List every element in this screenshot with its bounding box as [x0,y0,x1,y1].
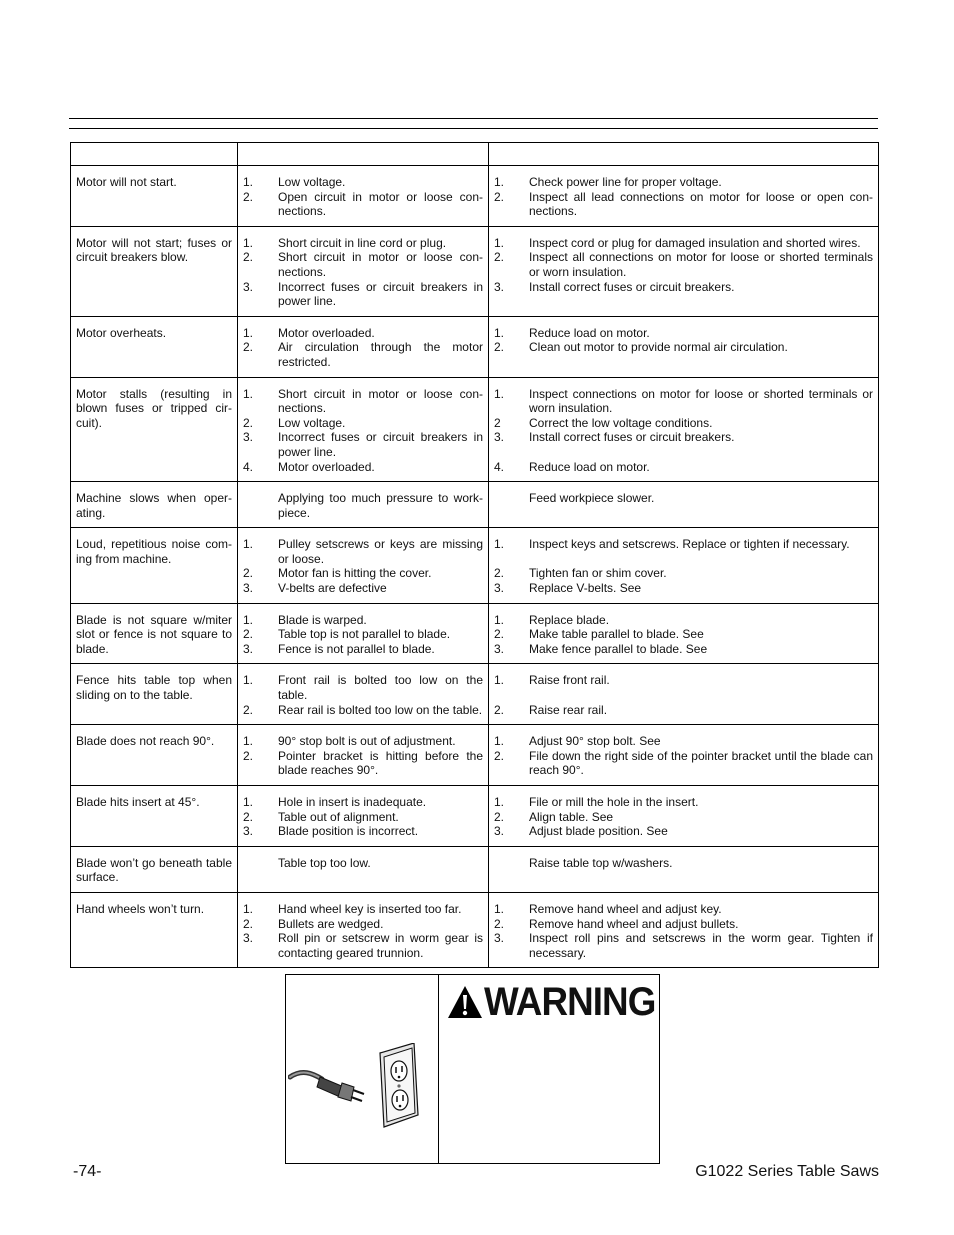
item-number: 1. [243,734,254,749]
correction-item [494,460,873,475]
symptom-cell: Hand wheels won’t turn. [71,892,238,967]
header-cell-cause [238,143,489,166]
cause-item [243,734,483,749]
symptom-cell: Fence hits table top when sliding on to the table. [71,664,238,725]
correction-item [494,703,873,718]
item-number: 2. [243,627,254,642]
item-text: Reduce load on motor. [529,325,650,340]
item-text: Adjust 90° stop bolt. See [529,734,661,749]
cause-item [243,460,483,475]
item-number [243,491,278,520]
correction-item [494,613,873,628]
item-text: 90° stop bolt is out of adjustment. [278,734,456,749]
symptom-cell: Blade is not square w/miter slot or fence is not square to blade. [71,603,238,664]
item-number: 2. [243,566,254,581]
warning-box [285,974,660,1164]
correction-item [494,280,873,295]
table-row [71,377,879,482]
item-text: Incorrect fuses or circuit breakers in power line. [278,279,483,309]
item-text: File down the right side of the pointer bracket until the blade can reach 90°. [529,748,873,778]
warning-illustration-panel [286,975,439,1163]
item-number: 1. [494,795,505,809]
item-text: Table top is not parallel to blade. [278,627,451,642]
item-number: 4. [494,459,505,474]
cause-item [243,340,483,369]
cause-item [243,416,483,431]
item-number: 1. [243,795,254,809]
correction-cell [489,226,879,316]
item-text: Pulley setscrews or keys are missing or loose. [278,537,483,566]
item-text: Short circuit in motor or loose con-nections. [278,386,483,416]
item-text: Inspect all connections on motor for loose or shorted terminals or worn insulation. [529,250,873,279]
item-text: V-belts are defective [278,581,387,596]
correction-item [494,175,873,190]
item-number: 2. [494,627,505,642]
item-text: Motor overloaded. [278,459,375,474]
cause-item [243,430,483,459]
item-number: 1. [243,386,254,401]
item-text: Make fence parallel to blade. See [529,641,708,656]
item-text: Raise table top w/washers. [529,855,673,870]
item-text: Inspect roll pins and setscrews in the worm gear. Tighten if necessary. [529,931,873,960]
correction-item [494,537,873,552]
item-number: 1. [494,325,505,340]
correction-cell [489,786,879,847]
item-number: 2. [243,415,254,430]
correction-cell [489,603,879,664]
table-row [71,482,879,528]
item-text: Install correct fuses or circuit breakers. [529,279,735,294]
item-text: Adjust blade position. See [529,824,668,839]
warning-text-panel [439,975,659,1163]
correction-item [494,326,873,341]
item-number: 2. [494,189,505,204]
correction-cell [489,664,879,725]
table-row [71,725,879,786]
item-number: 2. [243,809,254,824]
symptom-cell: Blade does not reach 90°. [71,725,238,786]
correction-item [494,824,873,839]
correction-item [494,340,873,355]
cause-item [243,642,483,657]
correction-cell [489,166,879,227]
item-number: 1. [494,673,505,688]
warning-triangle-icon [446,984,484,1020]
troubleshooting-table [70,142,879,968]
item-number: 3. [494,931,505,946]
warning-header [446,980,670,1024]
symptom-cell: Blade hits insert at 45°. [71,786,238,847]
item-number: 2. [243,748,254,763]
correction-item [494,416,873,431]
cause-item [243,917,483,932]
item-number: 1. [243,612,254,627]
item-text: Motor overloaded. [278,325,375,340]
cause-item [243,749,483,778]
item-text: File or mill the hole in the insert. [529,795,699,809]
table-row [71,664,879,725]
table-row [71,892,879,967]
item-number: 2. [494,250,505,265]
item-number: 1. [494,734,505,749]
item-text: Pointer bracket is hitting before the blade reaches 90°. [278,748,483,778]
item-number [494,491,529,506]
item-text: Table top too low. [278,855,371,870]
correction-cell [489,725,879,786]
item-text: Inspect keys and setscrews. Replace or tighten if necessary. [529,537,850,552]
item-text: Bullets are wedged. [278,916,384,931]
table-row [71,786,879,847]
correction-item [494,387,873,416]
item-text: Tighten fan or shim cover. [529,566,667,581]
item-number: 2. [243,702,254,717]
correction-item [494,566,873,581]
table-row [71,846,879,892]
item-text: Incorrect fuses or circuit breakers in power line. [278,430,483,459]
cause-item [243,824,483,839]
cause-item [243,795,483,810]
cause-item [243,566,483,581]
item-spacer [494,688,873,703]
cause-cell [238,664,489,725]
item-text: Roll pin or setscrew in worm gear is contacting geared trunnion. [278,931,483,960]
item-number: 3. [243,641,254,656]
cause-cell [238,725,489,786]
cause-item [243,703,483,718]
item-text: Replace blade. [529,612,610,627]
cause-item [243,387,483,416]
table-row [71,166,879,227]
page-number: -74- [73,1163,102,1180]
item-number: 4. [243,459,254,474]
symptom-cell: Motor stalls (resulting in blown fuses or tripped cir-cuit). [71,377,238,482]
item-number: 1. [243,901,254,916]
item-text: Inspect cord or plug for damaged insulation and shorted wires. [529,235,861,250]
symptom-cell: Motor overheats. [71,316,238,377]
cause-cell [238,166,489,227]
item-text: Open circuit in motor or loose con-nections. [278,189,483,219]
item-number: 2. [243,916,254,931]
table-row [71,226,879,316]
warning-title: WARNING [484,980,656,1024]
correction-cell [489,377,879,482]
cause-item [243,491,483,520]
item-number: 1. [243,175,254,189]
item-text: Short circuit in motor or loose con-nections. [278,250,483,279]
correction-item [494,190,873,219]
item-number: 3. [494,430,505,445]
table-header-row [71,143,879,166]
item-text: Inspect all lead connections on motor for loose or open con-nections. [529,189,873,219]
item-number: 3. [494,824,505,839]
item-number: 3. [494,581,505,596]
item-text: Hand wheel key is inserted too far. [278,901,462,916]
header-cell-symptom [71,143,238,166]
item-number: 1. [494,235,505,250]
item-number: 1. [243,235,254,250]
item-number: 2. [494,340,505,355]
cause-item [243,627,483,642]
item-number: 3. [243,279,254,294]
item-text: Raise front rail. [529,673,610,688]
correction-cell [489,892,879,967]
item-number: 3. [494,279,505,294]
item-text: Air circulation through the motor restricted. [278,340,483,369]
item-number: 3. [243,931,254,946]
cause-item [243,175,483,190]
item-text: Raise rear rail. [529,702,608,717]
item-text: Remove hand wheel and adjust key. [529,901,722,916]
correction-cell [489,846,879,892]
item-text: Blade is warped. [278,612,367,627]
item-number: 1. [494,386,505,401]
cause-item [243,810,483,825]
cause-item [243,190,483,219]
item-number [494,856,529,871]
cause-cell [238,892,489,967]
cause-item [243,250,483,279]
item-text: Motor fan is hitting the cover. [278,566,432,581]
cause-cell [238,603,489,664]
item-number: 2. [494,702,505,717]
correction-item [494,795,873,810]
item-text: Replace V-belts. See [529,581,642,596]
item-number: 2 [494,415,501,430]
correction-cell [489,528,879,603]
item-number: 1. [494,537,505,552]
correction-item [494,491,873,506]
cause-item [243,673,483,702]
cause-cell [238,377,489,482]
correction-item [494,749,873,778]
correction-item [494,917,873,932]
item-number: 2. [243,250,254,265]
item-number: 1. [494,175,505,189]
cause-cell [238,786,489,847]
correction-item [494,581,873,596]
item-number: 2. [243,340,254,355]
item-text: Inspect connections on motor for loose or shorted terminals or worn insulation. [529,386,873,416]
header-rule-top [69,118,878,119]
correction-item [494,734,873,749]
table-row [71,603,879,664]
item-text: Correct the low voltage conditions. [529,415,713,430]
cause-item [243,856,483,871]
cause-item [243,326,483,341]
footer-title: G1022 Series Table Saws [695,1163,879,1180]
cause-item [243,581,483,596]
item-number: 1. [494,612,505,627]
item-number: 2. [494,566,505,581]
correction-item [494,810,873,825]
item-text: Align table. See [529,809,614,824]
item-text: Low voltage. [278,415,346,430]
item-number: 1. [494,901,505,916]
item-text: Front rail is bolted too low on the table. [278,673,483,703]
table-row [71,316,879,377]
symptom-cell: Machine slows when oper-ating. [71,482,238,528]
cause-cell [238,226,489,316]
symptom-cell: Loud, repetitious noise com-ing from machine. [71,528,238,603]
item-text: Clean out motor to provide normal air circulation. [529,340,788,355]
item-number: 2. [494,916,505,931]
cause-cell [238,316,489,377]
item-text: Reduce load on motor. [529,459,650,474]
item-text: Check power line for proper voltage. [529,175,722,189]
item-number: 2. [494,748,505,763]
cause-item [243,902,483,917]
item-number: 3. [243,581,254,596]
item-number [243,856,278,871]
item-number: 2. [243,189,254,204]
correction-item [494,931,873,960]
correction-item [494,673,873,688]
header-rule-bottom [69,128,878,129]
symptom-cell: Motor will not start. [71,166,238,227]
cause-cell [238,846,489,892]
correction-item [494,856,873,871]
cause-item [243,931,483,960]
cause-item [243,236,483,251]
item-number: 3. [243,824,254,839]
item-text: Fence is not parallel to blade. [278,641,435,656]
plug-and-outlet-icon [288,1043,428,1135]
item-text: Blade position is incorrect. [278,824,419,839]
item-number: 1. [243,673,254,688]
header-cell-correction [489,143,879,166]
cause-cell [238,482,489,528]
table-row [71,528,879,603]
item-text: Table out of alignment. [278,809,399,824]
item-text: Rear rail is bolted too low on the table. [278,702,483,717]
correction-item [494,430,873,445]
cause-cell [238,528,489,603]
correction-item [494,627,873,642]
item-number: 3. [494,641,505,656]
symptom-cell: Blade won’t go beneath table surface. [71,846,238,892]
cause-item [243,537,483,566]
item-number: 1. [243,325,254,340]
item-number: 1. [243,537,254,552]
cause-item [243,613,483,628]
symptom-cell: Motor will not start; fuses or circuit breakers blow. [71,226,238,316]
item-number: 3. [243,430,254,445]
item-text: Make table parallel to blade. See [529,627,704,642]
correction-cell [489,482,879,528]
correction-cell [489,316,879,377]
item-text: Remove hand wheel and adjust bullets. [529,916,739,931]
item-text: Feed workpiece slower. [529,491,655,506]
correction-item [494,902,873,917]
item-text: Hole in insert is inadequate. [278,795,427,809]
correction-item [494,236,873,251]
item-text: Short circuit in line cord or plug. [278,235,447,250]
item-spacer [494,552,873,567]
cause-item [243,280,483,309]
item-text: Applying too much pressure to work-piece. [278,491,483,520]
item-number: 2. [494,809,505,824]
item-text: Install correct fuses or circuit breakers. [529,430,735,445]
item-spacer [494,445,873,460]
correction-item [494,250,873,279]
correction-item [494,642,873,657]
item-text: Low voltage. [278,175,346,189]
